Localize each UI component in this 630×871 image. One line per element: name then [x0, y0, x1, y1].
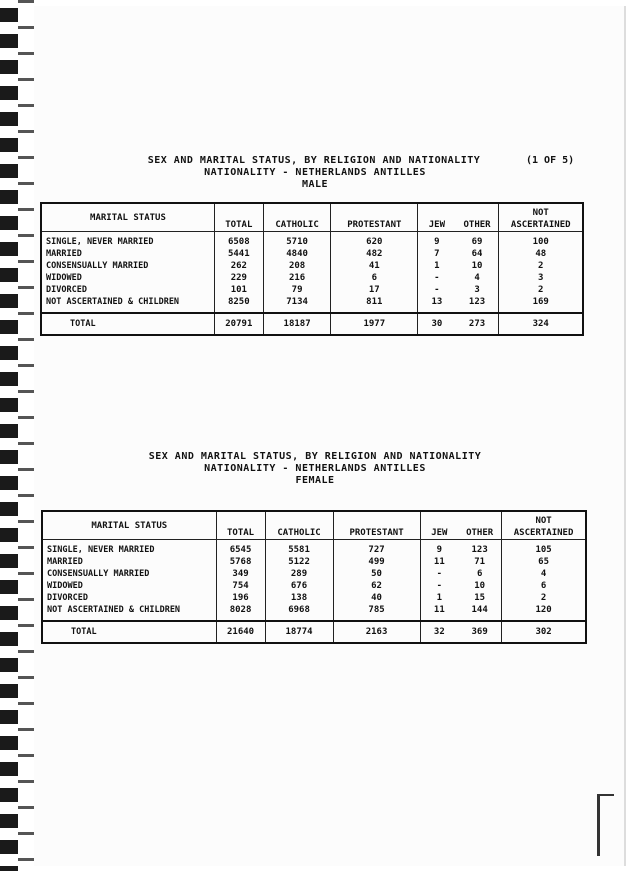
cell-value: 64 — [456, 248, 499, 260]
cell-value: 6 — [502, 580, 586, 592]
cell-value: 7 — [434, 249, 440, 259]
cell-value: 5122 — [265, 556, 333, 568]
table-row — [41, 272, 583, 284]
row-label: MARRIED — [42, 556, 216, 568]
cell-value: 1 — [436, 593, 443, 603]
cell-value: 7134 — [263, 296, 331, 313]
cell-value: 41 — [331, 260, 418, 272]
column-header: OTHER — [458, 511, 502, 540]
cell-value: 62 — [333, 580, 420, 592]
cell-value: 1 — [434, 261, 440, 271]
table-row — [42, 580, 586, 592]
table-row — [42, 540, 586, 557]
cell-value: 50 — [333, 568, 420, 580]
cell-value: 100 — [499, 232, 583, 249]
total-row — [41, 313, 583, 335]
table-row — [42, 556, 586, 568]
column-header: JEW — [420, 511, 458, 540]
cell-value: 120 — [502, 604, 586, 621]
cell-value: 811 — [331, 296, 418, 313]
page-corner-mark — [597, 794, 614, 856]
cell-value: 9 — [436, 545, 443, 555]
cell-value: 13 — [431, 297, 443, 307]
male-table — [40, 202, 584, 336]
cell-value: 1977 — [331, 313, 418, 335]
cell-value: 20791 — [214, 313, 263, 335]
cell-value: 6968 — [265, 604, 333, 621]
male-sex-label: MALE — [301, 179, 329, 190]
cell-value: 3 — [499, 272, 583, 284]
column-header: NOT ASCERTAINED — [502, 511, 586, 540]
cell-value: 18774 — [265, 621, 333, 643]
column-header: OTHER — [456, 203, 499, 232]
cell-value: 9 — [434, 237, 440, 247]
row-label: TOTAL — [41, 313, 214, 335]
cell-value: 349 — [216, 568, 265, 580]
cell-value: 754 — [216, 580, 265, 592]
column-header: MARITAL STATUS — [41, 203, 214, 232]
row-label: TOTAL — [42, 621, 216, 643]
cell-value: 6 — [458, 568, 502, 580]
cell-value: 2 — [499, 260, 583, 272]
table-row — [41, 248, 583, 260]
column-header: NOT ASCERTAINED — [499, 203, 583, 232]
cell-value: 40 — [333, 592, 420, 604]
cell-value: 11 — [433, 557, 445, 567]
cell-value: 273 — [456, 313, 499, 335]
cell-value: - — [434, 273, 440, 283]
cell-value: 208 — [263, 260, 331, 272]
row-label: CONSENSUALLY MARRIED — [41, 260, 214, 272]
cell-value: 499 — [333, 556, 420, 568]
cell-value: 17 — [331, 284, 418, 296]
cell-value: 32 — [420, 621, 458, 643]
column-header: JEW — [418, 203, 456, 232]
female-title: SEX AND MARITAL STATUS, BY RELIGION AND NATIONALITY — [148, 451, 482, 462]
cell-value: - — [436, 581, 443, 591]
male-subtitle: NATIONALITY - NETHERLANDS ANTILLES — [204, 167, 426, 178]
cell-value: 369 — [458, 621, 502, 643]
cell-value: 69 — [456, 232, 499, 249]
row-label: NOT ASCERTAINED & CHILDREN — [41, 296, 214, 313]
cell-value: 785 — [333, 604, 420, 621]
column-header: CATHOLIC — [265, 511, 333, 540]
cell-value: 10 — [458, 580, 502, 592]
cell-value: 123 — [456, 296, 499, 313]
female-sex-label: FEMALE — [295, 475, 335, 486]
cell-value: 2163 — [333, 621, 420, 643]
row-label: WIDOWED — [42, 580, 216, 592]
cell-value: 5441 — [214, 248, 263, 260]
cell-value: 15 — [458, 592, 502, 604]
table-row — [42, 592, 586, 604]
cell-value: 65 — [502, 556, 586, 568]
cell-value: 2 — [499, 284, 583, 296]
cell-value: 6 — [331, 272, 418, 284]
row-label: SINGLE, NEVER MARRIED — [42, 540, 216, 557]
cell-value: 79 — [263, 284, 331, 296]
table-row — [42, 604, 586, 621]
cell-value: 123 — [458, 540, 502, 557]
cell-value: 229 — [214, 272, 263, 284]
cell-value: 48 — [499, 248, 583, 260]
cell-value: 5710 — [263, 232, 331, 249]
cell-value: 676 — [265, 580, 333, 592]
cell-value: - — [434, 285, 440, 295]
male-title: SEX AND MARITAL STATUS, BY RELIGION AND NATIONALITY — [147, 155, 481, 166]
column-header: PROTESTANT — [333, 511, 420, 540]
cell-value: 727 — [333, 540, 420, 557]
column-header: TOTAL — [214, 203, 263, 232]
cell-value: 216 — [263, 272, 331, 284]
cell-value: 105 — [502, 540, 586, 557]
cell-value: 11 — [433, 605, 445, 615]
cell-value: 482 — [331, 248, 418, 260]
column-header: CATHOLIC — [263, 203, 331, 232]
column-header: TOTAL — [216, 511, 265, 540]
female-subtitle: NATIONALITY - NETHERLANDS ANTILLES — [204, 463, 426, 474]
cell-value: 138 — [265, 592, 333, 604]
header-row — [41, 203, 583, 232]
spiral-binding — [0, 0, 34, 871]
row-label: MARRIED — [41, 248, 214, 260]
table-row — [41, 296, 583, 313]
row-label: SINGLE, NEVER MARRIED — [41, 232, 214, 249]
document-page — [34, 6, 626, 866]
row-label: NOT ASCERTAINED & CHILDREN — [42, 604, 216, 621]
cell-value: 262 — [214, 260, 263, 272]
row-label: DIVORCED — [41, 284, 214, 296]
cell-value: 21640 — [216, 621, 265, 643]
female-table — [41, 510, 587, 644]
cell-value: 101 — [214, 284, 263, 296]
cell-value: 169 — [499, 296, 583, 313]
table-row — [42, 568, 586, 580]
column-header: MARITAL STATUS — [42, 511, 216, 540]
cell-value: 324 — [499, 313, 583, 335]
cell-value: 144 — [458, 604, 502, 621]
cell-value: 8250 — [214, 296, 263, 313]
cell-value: 30 — [418, 313, 456, 335]
cell-value: 4 — [456, 272, 499, 284]
cell-value: 3 — [456, 284, 499, 296]
cell-value: 6508 — [214, 232, 263, 249]
header-row — [42, 511, 586, 540]
cell-value: 620 — [331, 232, 418, 249]
table-row — [41, 260, 583, 272]
table-row — [41, 232, 583, 249]
cell-value: 4840 — [263, 248, 331, 260]
column-header: PROTESTANT — [331, 203, 418, 232]
table-row — [41, 284, 583, 296]
cell-value: 302 — [502, 621, 586, 643]
cell-value: 10 — [456, 260, 499, 272]
row-label: CONSENSUALLY MARRIED — [42, 568, 216, 580]
cell-value: 18187 — [263, 313, 331, 335]
page-label: (1 OF 5) — [526, 155, 575, 166]
row-label: DIVORCED — [42, 592, 216, 604]
cell-value: 6545 — [216, 540, 265, 557]
cell-value: 5768 — [216, 556, 265, 568]
cell-value: 289 — [265, 568, 333, 580]
cell-value: 4 — [502, 568, 586, 580]
cell-value: 71 — [458, 556, 502, 568]
cell-value: 196 — [216, 592, 265, 604]
total-row — [42, 621, 586, 643]
cell-value: 8028 — [216, 604, 265, 621]
cell-value: - — [436, 569, 443, 579]
row-label: WIDOWED — [41, 272, 214, 284]
cell-value: 5581 — [265, 540, 333, 557]
cell-value: 2 — [502, 592, 586, 604]
